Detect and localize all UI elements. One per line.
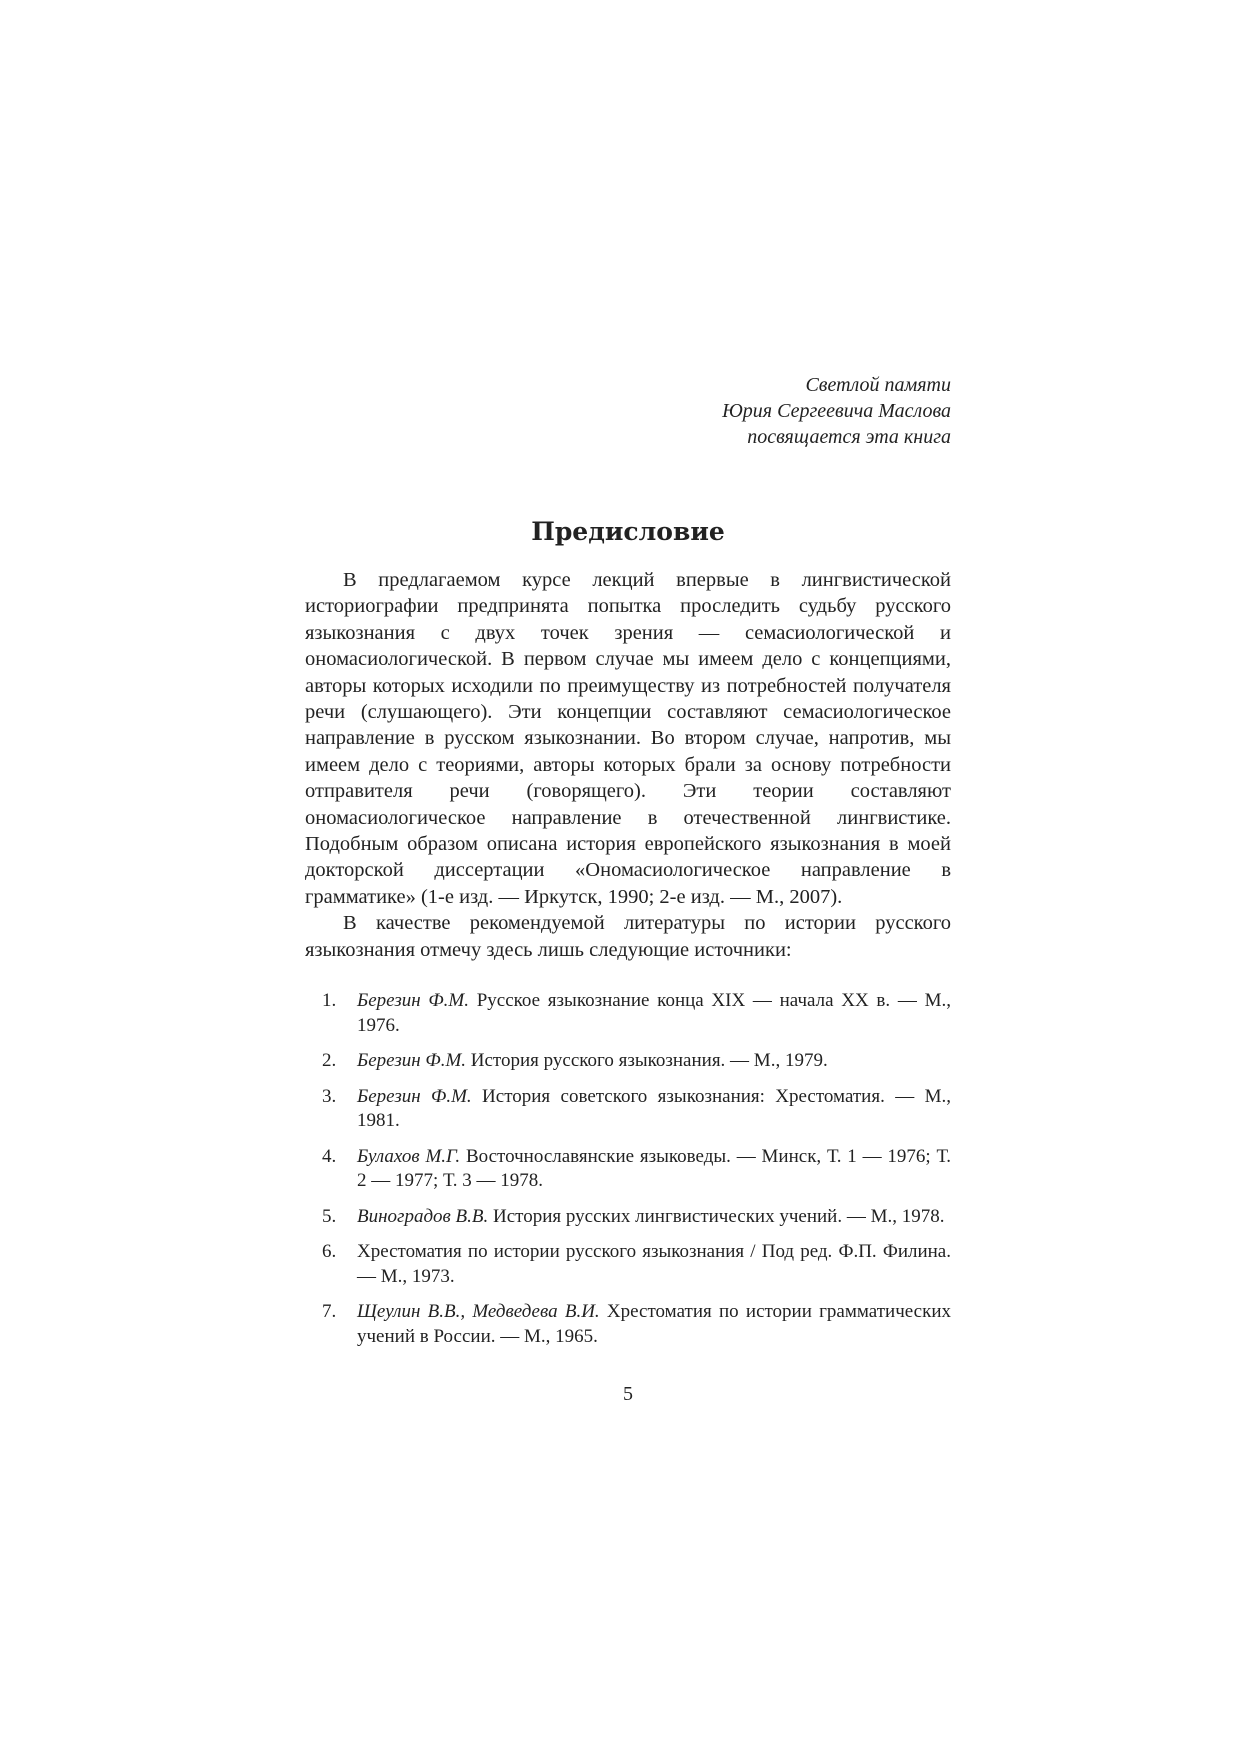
bibliography-item bbox=[305, 1240, 951, 1289]
item-number: 6. bbox=[322, 1241, 337, 1262]
item-number: 2. bbox=[322, 1050, 337, 1071]
bibliography bbox=[305, 989, 951, 1360]
item-author: Виноградов В.В. bbox=[357, 1205, 489, 1227]
item-number: 7. bbox=[322, 1301, 337, 1322]
item-number: 3. bbox=[322, 1085, 337, 1107]
paragraph: В предлагаемом курсе лекций впервые в лингвистической историографии предпринята попытка проследить судьбу русского языкознания с двух точек зрения — семасиологической и ономасиологической. В первом случае мы имеем дело с концепциями, авторы которых исходили по преимуществу из потребностей получателя речи (слушающего). Эти концепции составляют семасиологическое направление в русском языкознании. Во втором случае, напротив, мы имеем дело с теориями, авторы которых брали за основу потребности отправителя речи (говорящего). Эти теории составляют ономасиологическое направление в отечественной лингвистике. Подобным образом описана история европейского языкознания в моей докторской диссертации «Ономасиологическое направление в грамматике» (1-е изд. — Иркутск, 1990; 2-е изд. — М., 2007). bbox=[305, 569, 951, 908]
item-author: Березин Ф.М. bbox=[357, 990, 469, 1011]
item-number: 4. bbox=[322, 1145, 337, 1167]
item-text: Хрестоматия по истории грамматических учений в России. — М., 1965. bbox=[357, 1301, 951, 1347]
item-author: Березин Ф.М. bbox=[357, 1050, 467, 1071]
item-text: Русское языкознание конца XIX — начала XX в. — М., 1976. bbox=[357, 990, 951, 1036]
item-text: История русских лингвистических учений. — М., 1978. bbox=[488, 1205, 945, 1227]
paragraph: В качестве рекомендуемой литературы по истории русского языкознания отмечу здесь лишь следующие источники: bbox=[305, 912, 951, 961]
item-text: Хрестоматия по истории русского языкознания / Под ред. Ф.П. Филина. — М., 1973. bbox=[357, 1241, 951, 1287]
dedication-line: посвящается эта книга bbox=[747, 426, 951, 448]
bibliography-item bbox=[305, 1085, 951, 1134]
item-author: Булахов М.Г. bbox=[357, 1145, 461, 1167]
bibliography-item bbox=[305, 1049, 951, 1074]
bibliography-item bbox=[305, 1300, 951, 1349]
page-number: 5 bbox=[623, 1383, 633, 1405]
bibliography-item bbox=[305, 1145, 951, 1194]
item-author: Щеулин В.В., Медведева В.И. bbox=[357, 1301, 600, 1322]
item-text: Восточнославянские языковеды. — Минск, Т. 1 — 1976; Т. 2 — 1977; Т. 3 — 1978. bbox=[357, 1145, 951, 1191]
item-text: История советского языкознания: Хрестоматия. — М., 1981. bbox=[357, 1085, 951, 1131]
dedication bbox=[305, 372, 951, 450]
item-text: История русского языкознания. — М., 1979. bbox=[466, 1050, 828, 1071]
section-heading: Предисловие bbox=[531, 517, 725, 546]
item-number: 1. bbox=[322, 990, 337, 1011]
dedication-line: Светлой памяти bbox=[805, 374, 951, 396]
item-number: 5. bbox=[322, 1205, 337, 1227]
bibliography-item bbox=[305, 1205, 951, 1230]
bibliography-item bbox=[305, 989, 951, 1038]
body-text bbox=[305, 567, 951, 963]
item-author: Березин Ф.М. bbox=[357, 1085, 472, 1107]
dedication-line: Юрия Сергеевича Маслова bbox=[722, 400, 951, 422]
